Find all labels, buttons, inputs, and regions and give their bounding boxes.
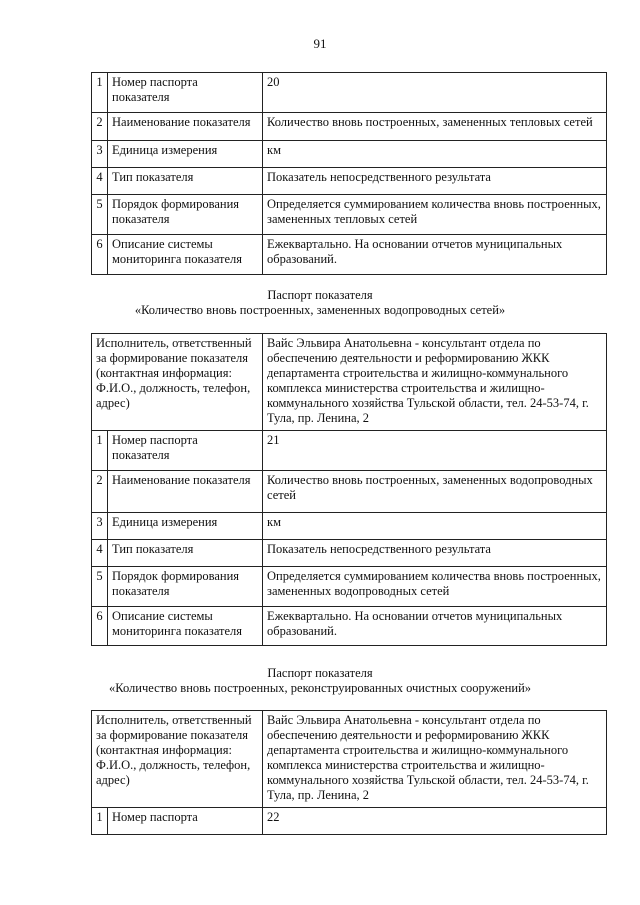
row-value: км xyxy=(263,513,607,540)
passport-table-20 xyxy=(91,72,607,275)
row-number: 4 xyxy=(92,540,108,567)
table-row xyxy=(92,431,607,471)
row-label: Тип показателя xyxy=(108,168,263,195)
row-value: км xyxy=(263,141,607,168)
table-row xyxy=(92,195,607,235)
row-label: Наименование показателя xyxy=(108,471,263,513)
table-row xyxy=(92,235,607,275)
executor-label: Исполнитель, ответственный за формирование показателя (контактная информация: Ф.И.О., должность, телефон, адрес) xyxy=(92,711,263,808)
row-label: Единица измерения xyxy=(108,513,263,540)
executor-value: Вайс Эльвира Анатольевна - консультант отдела по обеспечению деятельности и реформированию ЖКК департамента строительства и жилищно-коммунального комплекса министерства строительства и жилищно-коммунального хозяйства Тульской области, тел. 24-53-74, г. Тула, пр. Ленина, 2 xyxy=(263,711,607,808)
row-number: 5 xyxy=(92,567,108,607)
section-title: Паспорт показателя xyxy=(267,666,373,680)
row-value: 20 xyxy=(263,73,607,113)
table-row xyxy=(92,73,607,113)
row-value: Определяется суммированием количества вновь построенных, замененных тепловых сетей xyxy=(263,195,607,235)
row-value: Количество вновь построенных, замененных тепловых сетей xyxy=(263,113,607,141)
executor-row xyxy=(92,334,607,431)
table-row xyxy=(92,168,607,195)
row-number: 2 xyxy=(92,113,108,141)
executor-row xyxy=(92,711,607,808)
row-number: 4 xyxy=(92,168,108,195)
row-value: Показатель непосредственного результата xyxy=(263,168,607,195)
row-label: Единица измерения xyxy=(108,141,263,168)
row-label: Наименование показателя xyxy=(108,113,263,141)
table-row xyxy=(92,113,607,141)
table-row xyxy=(92,540,607,567)
table-row xyxy=(92,808,607,835)
table-row xyxy=(92,607,607,646)
table-row xyxy=(92,567,607,607)
passport-table-21 xyxy=(91,333,607,646)
table-row xyxy=(92,471,607,513)
row-number: 6 xyxy=(92,235,108,275)
executor-value: Вайс Эльвира Анатольевна - консультант отдела по обеспечению деятельности и реформированию ЖКК департамента строительства и жилищно-коммунального комплекса министерства строительства и жилищно-коммунального хозяйства Тульской области, тел. 24-53-74, г. Тула, пр. Ленина, 2 xyxy=(263,334,607,431)
row-number: 1 xyxy=(92,73,108,113)
row-number: 5 xyxy=(92,195,108,235)
row-number: 1 xyxy=(92,808,108,835)
row-label: Описание системы мониторинга показателя xyxy=(108,235,263,275)
row-number: 3 xyxy=(92,141,108,168)
row-value: Показатель непосредственного результата xyxy=(263,540,607,567)
row-label: Порядок формирования показателя xyxy=(108,567,263,607)
row-value: Ежеквартально. На основании отчетов муниципальных образований. xyxy=(263,607,607,646)
table-row xyxy=(92,141,607,168)
row-number: 1 xyxy=(92,431,108,471)
row-label: Номер паспорта показателя xyxy=(108,73,263,113)
row-value: Ежеквартально. На основании отчетов муниципальных образований. xyxy=(263,235,607,275)
row-number: 3 xyxy=(92,513,108,540)
section-subtitle: «Количество вновь построенных, замененных водопроводных сетей» xyxy=(134,303,506,317)
row-value: Количество вновь построенных, замененных водопроводных сетей xyxy=(263,471,607,513)
page-number: 91 xyxy=(313,36,327,51)
row-label: Номер паспорта показателя xyxy=(108,431,263,471)
section-subtitle: «Количество вновь построенных, реконструированных очистных сооружений» xyxy=(108,681,532,695)
row-number: 6 xyxy=(92,607,108,646)
row-label: Описание системы мониторинга показателя xyxy=(108,607,263,646)
row-value: 22 xyxy=(263,808,607,835)
row-label: Тип показателя xyxy=(108,540,263,567)
row-label: Номер паспорта xyxy=(108,808,263,835)
row-label: Порядок формирования показателя xyxy=(108,195,263,235)
executor-label: Исполнитель, ответственный за формирование показателя (контактная информация: Ф.И.О., должность, телефон, адрес) xyxy=(92,334,263,431)
passport-table-22 xyxy=(91,710,607,835)
row-value: Определяется суммированием количества вновь построенных, замененных водопроводных сетей xyxy=(263,567,607,607)
table-row xyxy=(92,513,607,540)
section-title: Паспорт показателя xyxy=(267,288,373,302)
row-value: 21 xyxy=(263,431,607,471)
row-number: 2 xyxy=(92,471,108,513)
